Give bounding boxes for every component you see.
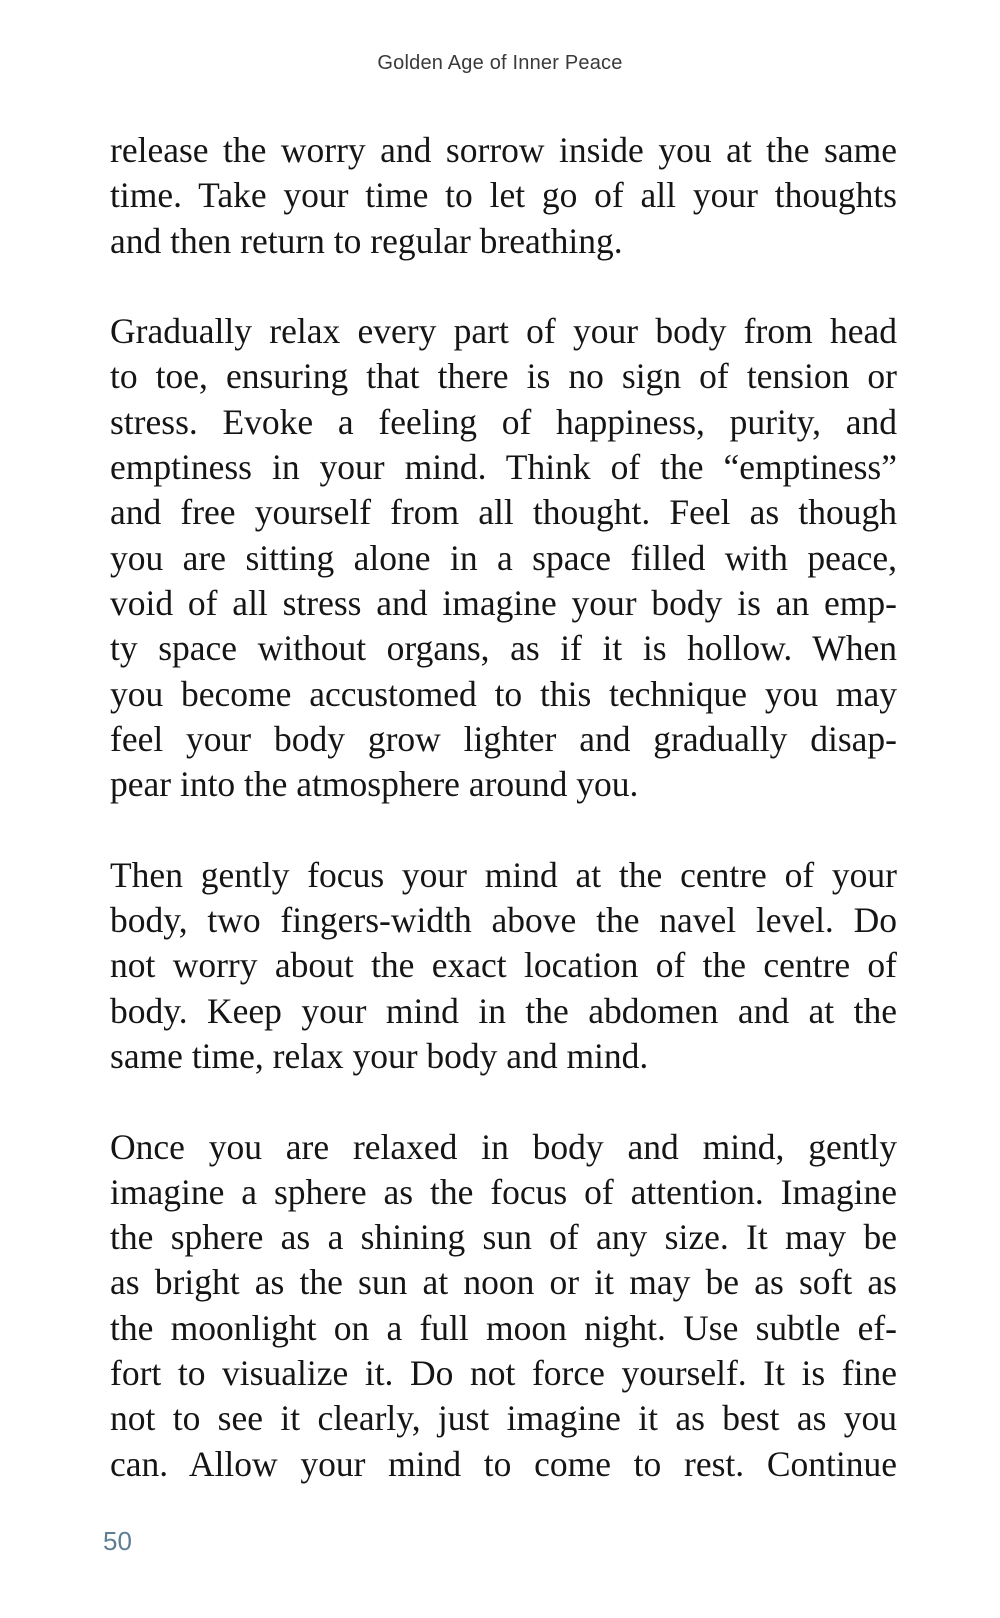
text-line: fort to visualize it. Do not force yourself. It is fine [110,1353,897,1394]
paragraph-4 [110,1125,897,1487]
text-line: void of all stress and imagine your body is an emp- [110,582,897,623]
text-line: and then return to regular breathing. [110,220,623,261]
text-line: stress. Evoke a feeling of happiness, purity, and [110,401,897,442]
body-text [110,128,897,1532]
text-line: and free yourself from all thought. Feel as though [110,492,897,533]
page-number: 50 [103,1526,132,1556]
text-line: you become accustomed to this technique you may [110,673,897,714]
text-line: the moonlight on a full moon night. Use subtle ef- [110,1307,897,1348]
paragraph-2 [110,309,897,807]
text-line: imagine a sphere as the focus of attention. Imagine [110,1171,897,1212]
text-line: as bright as the sun at noon or it may be as soft as [110,1262,897,1303]
text-line: not to see it clearly, just imagine it as best as you [110,1398,897,1439]
text-line: Gradually relax every part of your body from head [110,311,897,352]
text-line: same time, relax your body and mind. [110,1035,649,1076]
text-line: the sphere as a shining sun of any size. It may be [110,1217,897,1258]
paragraph-3 [110,853,897,1079]
text-line: Then gently focus your mind at the centre of your [110,854,897,895]
text-line: to toe, ensuring that there is no sign of tension or [110,356,897,397]
text-line: you are sitting alone in a space filled with peace, [110,537,897,578]
text-line: body. Keep your mind in the abdomen and at the [110,990,897,1031]
text-line: can. Allow your mind to come to rest. Continue [110,1443,897,1484]
text-line: time. Take your time to let go of all your thoughts [110,175,897,216]
running-header: Golden Age of Inner Peace [377,52,623,74]
text-line: release the worry and sorrow inside you at the same [110,130,897,170]
text-line: feel your body grow lighter and gradually disap- [110,718,897,759]
text-line: pear into the atmosphere around you. [110,764,639,805]
paragraph-1 [110,128,897,264]
text-line: ty space without organs, as if it is hollow. When [110,628,897,669]
text-line: body, two fingers-width above the navel level. Do [110,900,897,941]
text-line: Once you are relaxed in body and mind, gently [110,1126,897,1167]
text-line: not worry about the exact location of the centre of [110,945,897,986]
text-line: emptiness in your mind. Think of the “emptiness” [110,447,897,488]
